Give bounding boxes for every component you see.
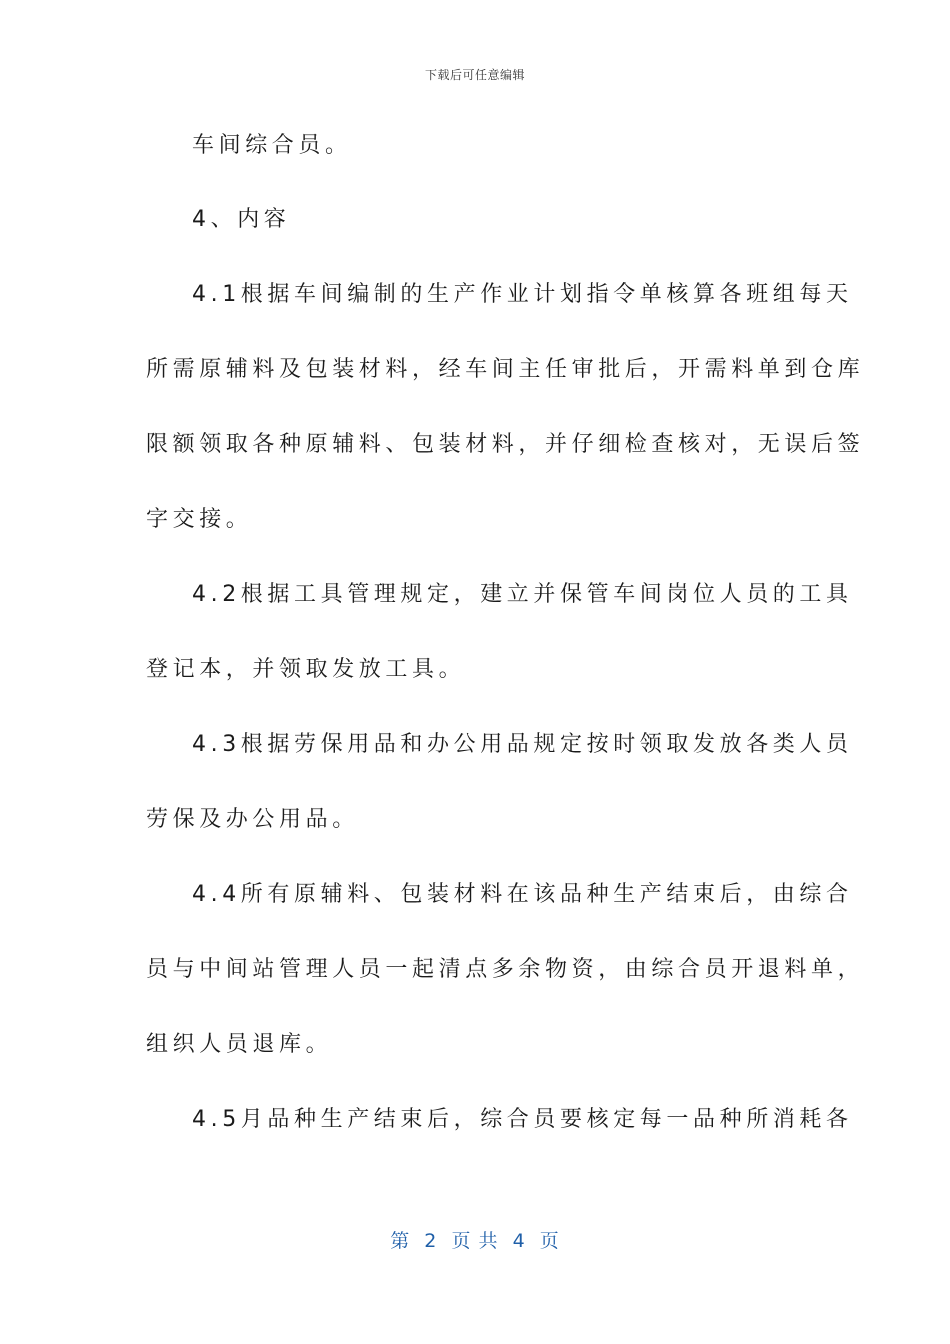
body-line: 车间综合员。 — [192, 133, 352, 158]
page-number-footer: 第 2 页 共 4 页 — [390, 1230, 560, 1252]
body-line: 字交接。 — [146, 507, 253, 532]
body-line: 所需原辅料及包装材料，经车间主任审批后，开需料单到仓库 — [146, 357, 865, 382]
body-line: 4.1根据车间编制的生产作业计划指令单核算各班组每天 — [192, 282, 853, 307]
section-heading: 4、内容 — [192, 207, 291, 232]
page-header-note: 下载后可任意编辑 — [424, 68, 525, 82]
body-line: 4.3根据劳保用品和办公用品规定按时领取发放各类人员 — [192, 732, 853, 757]
body-line: 员与中间站管理人员一起清点多余物资，由综合员开退料单， — [146, 957, 865, 982]
body-line: 组织人员退库。 — [146, 1032, 333, 1057]
body-line: 4.2根据工具管理规定，建立并保管车间岗位人员的工具 — [192, 582, 853, 607]
body-line: 限额领取各种原辅料、包装材料，并仔细检查核对，无误后签 — [146, 432, 865, 457]
body-line: 4.5月品种生产结束后，综合员要核定每一品种所消耗各 — [192, 1107, 853, 1132]
body-line: 登记本，并领取发放工具。 — [146, 657, 466, 682]
body-line: 4.4所有原辅料、包装材料在该品种生产结束后，由综合 — [192, 882, 853, 907]
body-line: 劳保及办公用品。 — [146, 807, 359, 832]
